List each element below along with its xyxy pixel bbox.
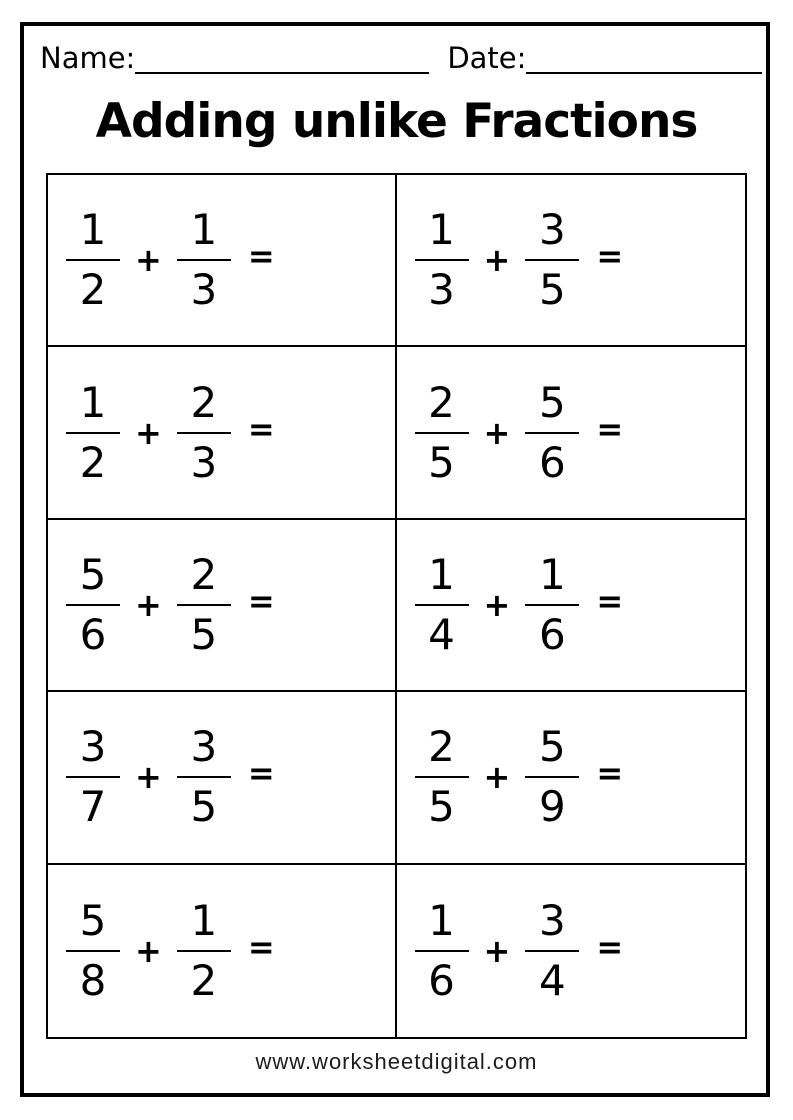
- denominator: 3: [428, 265, 455, 315]
- denominator: 9: [538, 782, 566, 832]
- numerator: 2: [190, 377, 218, 427]
- denominator: 2: [79, 265, 107, 315]
- plus-sign: +: [483, 241, 511, 280]
- problem-cell-3: [48, 347, 397, 519]
- numerator: 1: [79, 377, 107, 427]
- numerator: 3: [538, 205, 566, 255]
- name-blank-line: [135, 44, 429, 74]
- numerator: 3: [190, 722, 218, 772]
- fraction-bar: [525, 432, 579, 434]
- fraction-bar: [177, 776, 231, 778]
- fraction-bar: [415, 776, 469, 778]
- fraction-addend-1: [411, 549, 473, 659]
- fraction-bar: [415, 259, 469, 261]
- numerator: 3: [79, 722, 107, 772]
- denominator: 2: [190, 955, 218, 1005]
- fraction-addend-2: [521, 377, 583, 487]
- numerator: 1: [190, 205, 218, 255]
- denominator: 5: [190, 609, 218, 659]
- plus-sign: +: [483, 758, 511, 797]
- fraction-addend-1: [411, 722, 473, 832]
- denominator: 6: [538, 609, 566, 659]
- fraction-addend-1: [411, 377, 473, 487]
- denominator: 4: [538, 955, 566, 1005]
- equals-sign: =: [247, 581, 275, 620]
- plus-sign: +: [135, 758, 162, 797]
- date-blank-line: [526, 44, 762, 74]
- fraction-bar: [66, 776, 120, 778]
- date-label: Date:: [447, 41, 527, 75]
- fraction-bar: [66, 432, 120, 434]
- fraction-bar: [525, 776, 579, 778]
- numerator: 1: [428, 895, 455, 945]
- numerator: 1: [79, 205, 107, 255]
- equals-sign: =: [596, 237, 624, 276]
- denominator: 5: [538, 265, 566, 315]
- problem-cell-10: [397, 865, 746, 1037]
- fraction-addend-2: [173, 895, 235, 1005]
- denominator: 2: [79, 437, 107, 487]
- fraction-addend-2: [521, 722, 583, 832]
- equals-sign: =: [596, 754, 624, 793]
- fraction-bar: [177, 259, 231, 261]
- denominator: 8: [79, 955, 107, 1005]
- fraction-addend-1: [62, 549, 124, 659]
- numerator: 2: [428, 722, 455, 772]
- problems-grid: [46, 173, 747, 1039]
- fraction-bar: [177, 950, 231, 952]
- fraction-bar: [177, 604, 231, 606]
- equals-sign: =: [596, 927, 624, 966]
- fraction-addend-2: [173, 205, 235, 315]
- numerator: 1: [538, 549, 566, 599]
- fraction-addend-2: [521, 895, 583, 1005]
- fraction-bar: [415, 604, 469, 606]
- denominator: 4: [428, 609, 455, 659]
- name-label: Name:: [40, 41, 136, 75]
- numerator: 5: [79, 549, 107, 599]
- fraction-bar: [66, 950, 120, 952]
- fraction-bar: [415, 432, 469, 434]
- denominator: 5: [428, 437, 455, 487]
- fraction-addend-1: [62, 895, 124, 1005]
- fraction-bar: [525, 950, 579, 952]
- fraction-addend-2: [173, 722, 235, 832]
- equals-sign: =: [247, 237, 275, 276]
- plus-sign: +: [135, 931, 162, 970]
- denominator: 6: [79, 609, 107, 659]
- fraction-addend-2: [173, 377, 235, 487]
- denominator: 5: [428, 782, 455, 832]
- numerator: 1: [190, 895, 218, 945]
- denominator: 7: [79, 782, 107, 832]
- equals-sign: =: [247, 409, 275, 448]
- numerator: 1: [428, 205, 455, 255]
- plus-sign: +: [135, 241, 162, 280]
- plus-sign: +: [483, 413, 511, 452]
- fraction-bar: [525, 604, 579, 606]
- equals-sign: =: [596, 581, 624, 620]
- plus-sign: +: [483, 585, 511, 624]
- problem-cell-6: [397, 520, 746, 692]
- denominator: 3: [190, 437, 218, 487]
- fraction-addend-2: [173, 549, 235, 659]
- problem-cell-8: [397, 692, 746, 864]
- fraction-addend-1: [62, 722, 124, 832]
- fraction-addend-2: [521, 205, 583, 315]
- denominator: 3: [190, 265, 218, 315]
- problem-cell-9: [48, 865, 397, 1037]
- fraction-addend-1: [62, 377, 124, 487]
- page-title: Adding unlike Fractions: [95, 94, 698, 149]
- fraction-addend-1: [62, 205, 124, 315]
- problem-cell-7: [48, 692, 397, 864]
- numerator: 2: [428, 377, 455, 427]
- fraction-addend-1: [411, 205, 473, 315]
- fraction-bar: [66, 604, 120, 606]
- problem-cell-5: [48, 520, 397, 692]
- fraction-bar: [177, 432, 231, 434]
- fraction-addend-2: [521, 549, 583, 659]
- header-row: [40, 42, 762, 74]
- fraction-addend-1: [411, 895, 473, 1005]
- equals-sign: =: [247, 927, 275, 966]
- denominator: 6: [538, 437, 566, 487]
- numerator: 5: [79, 895, 107, 945]
- fraction-bar: [66, 259, 120, 261]
- problem-cell-2: [397, 175, 746, 347]
- numerator: 5: [538, 377, 566, 427]
- website-url: www.worksheetdigital.com: [255, 1049, 538, 1074]
- problem-cell-1: [48, 175, 397, 347]
- denominator: 6: [428, 955, 455, 1005]
- numerator: 5: [538, 722, 566, 772]
- plus-sign: +: [483, 931, 511, 970]
- plus-sign: +: [135, 413, 162, 452]
- problem-cell-4: [397, 347, 746, 519]
- fraction-bar: [415, 950, 469, 952]
- equals-sign: =: [596, 409, 624, 448]
- denominator: 5: [190, 782, 218, 832]
- numerator: 1: [428, 549, 455, 599]
- numerator: 3: [538, 895, 566, 945]
- numerator: 2: [190, 549, 218, 599]
- equals-sign: =: [247, 754, 275, 793]
- fraction-bar: [525, 259, 579, 261]
- plus-sign: +: [135, 585, 162, 624]
